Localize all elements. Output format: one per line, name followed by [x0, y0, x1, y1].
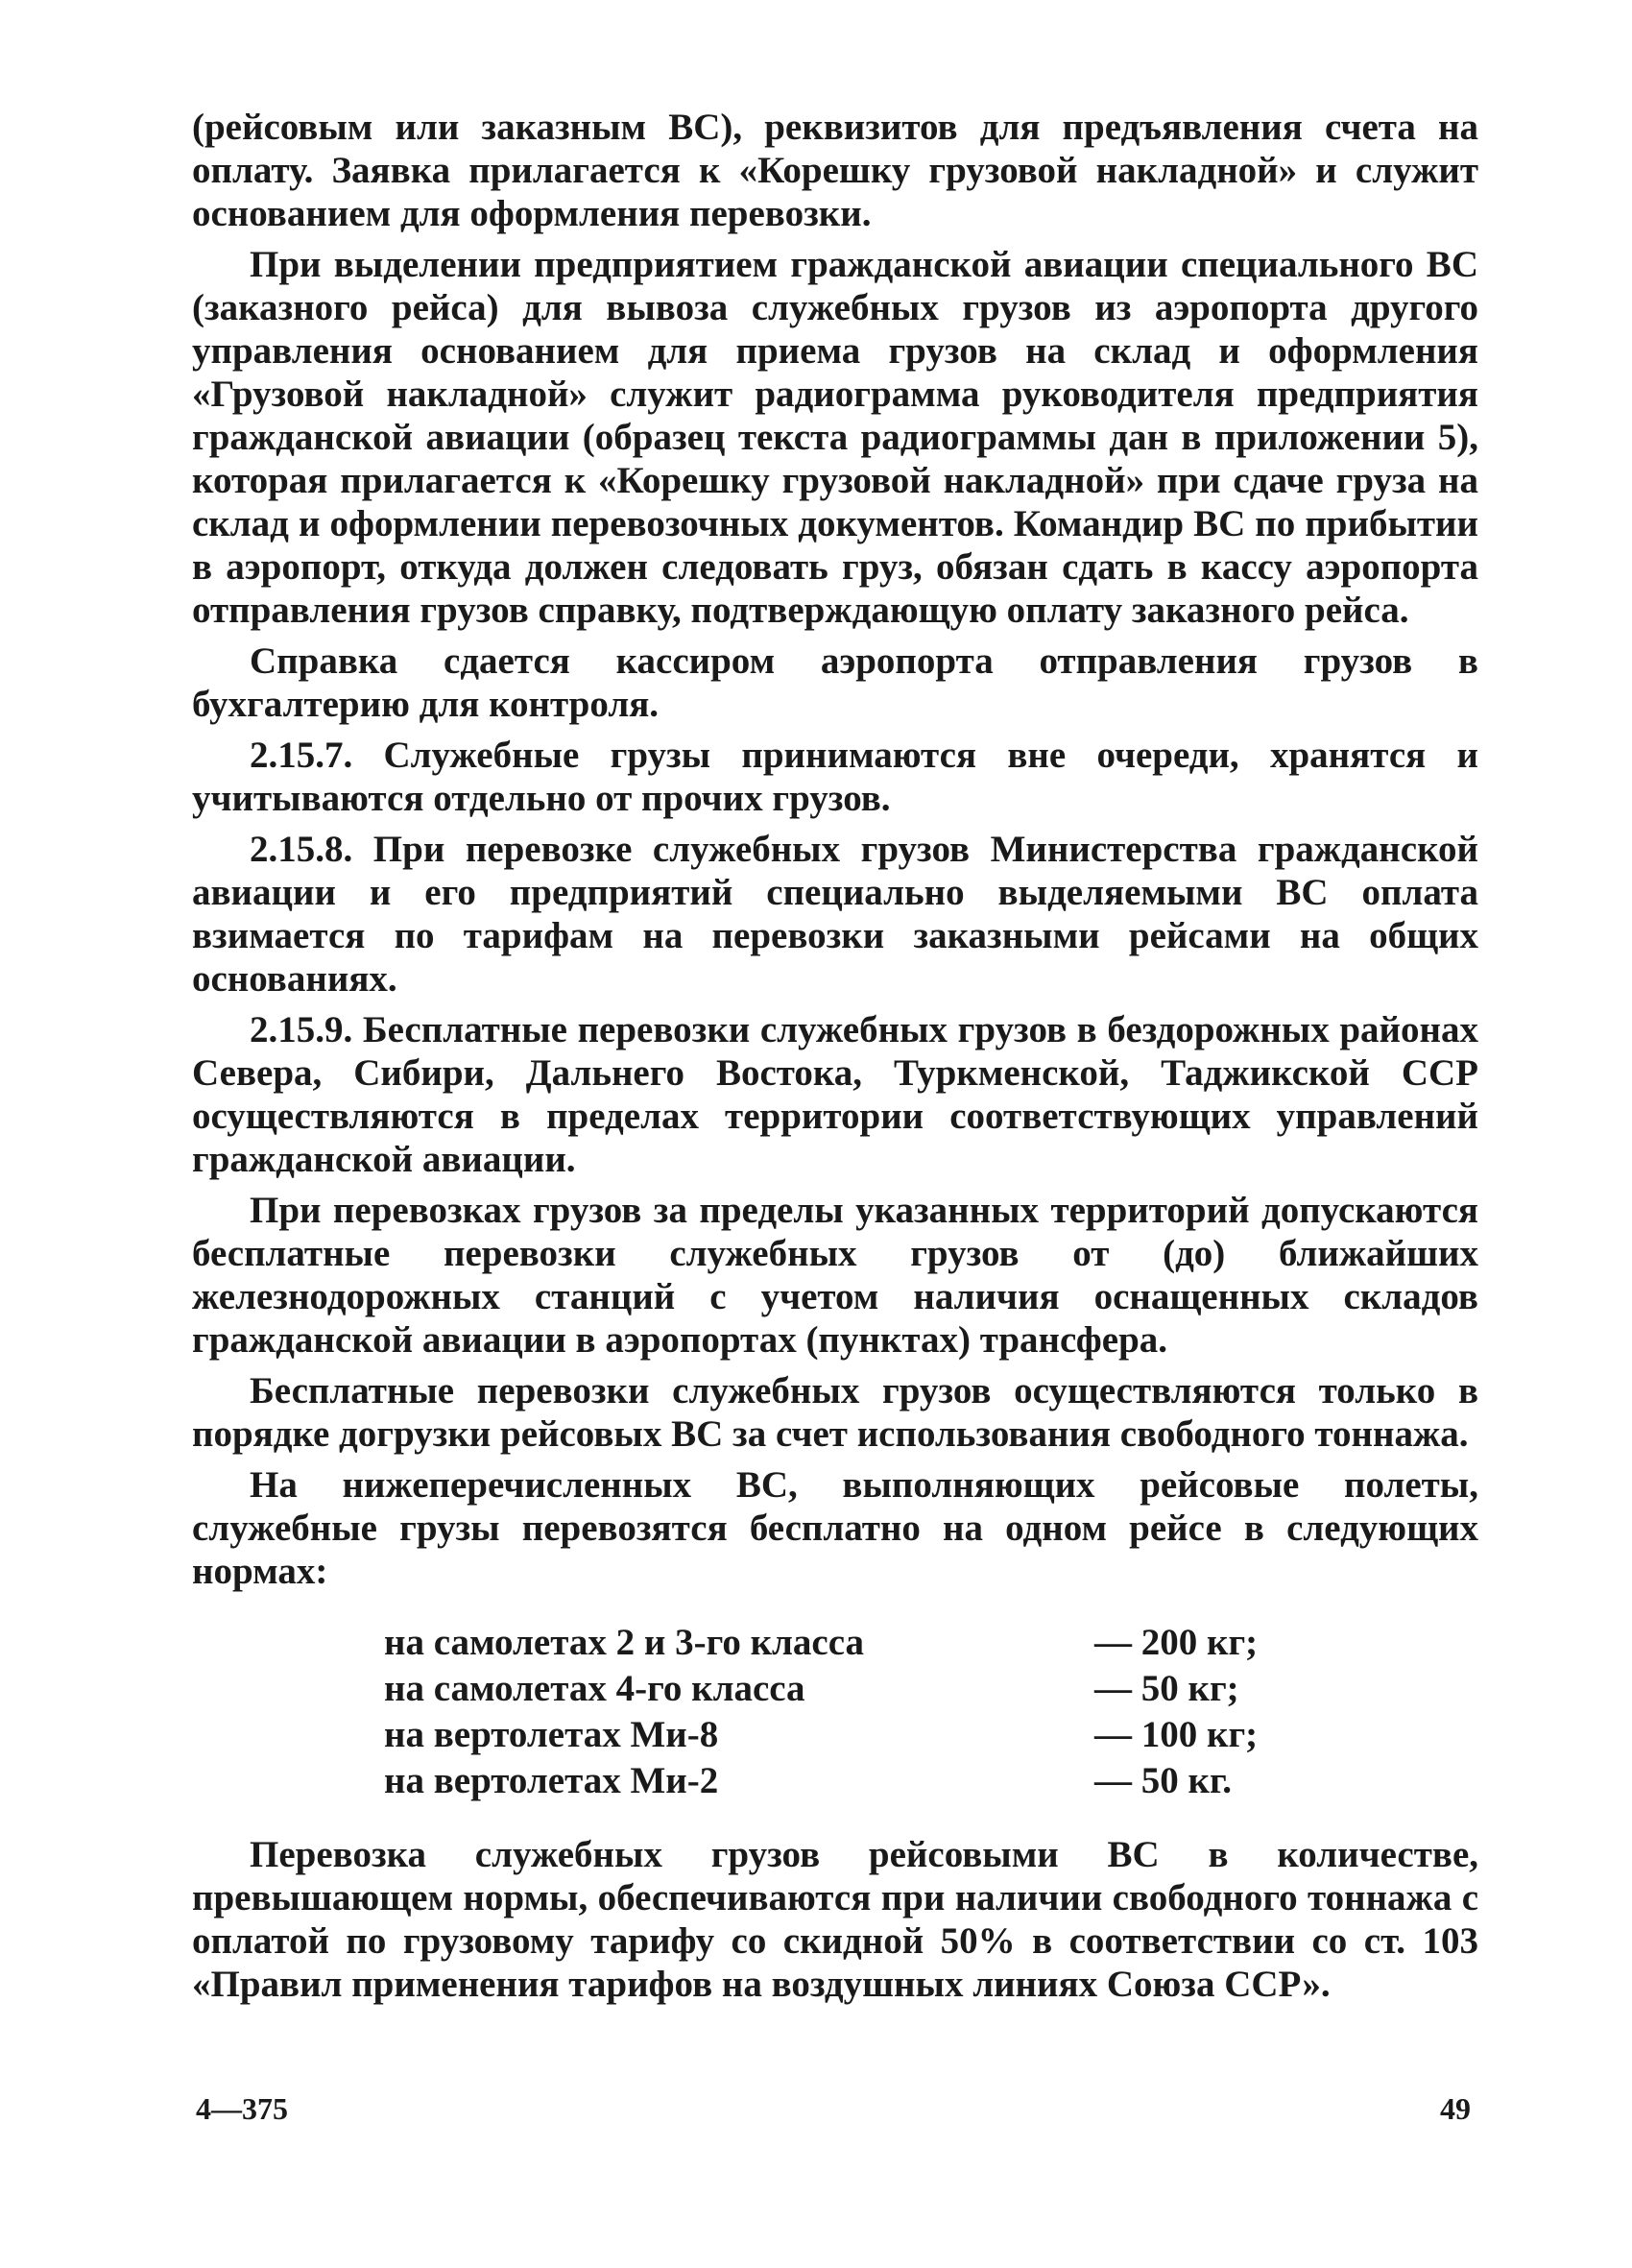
closing-paragraph: Перевозка служебных грузов рейсовыми ВС в количестве, превышающем нормы, обеспечиваются при наличии свободного тоннажа с оплатой по грузовому тарифу со скидной 50% в соответствии со ст. 103 «Правил применения тарифов на воздушных линиях Союза ССР». — [192, 1834, 1478, 2005]
norm-value: — 200 кг; — [1094, 1622, 1259, 1663]
norm-label: на самолетах 2 и 3-го класса — [384, 1622, 865, 1663]
norm-value: — 100 кг; — [1094, 1714, 1259, 1755]
norm-value: — 50 кг; — [1094, 1668, 1239, 1709]
paragraph-5: 2.15.8. При перевозке служебных грузов Министерства гражданской авиации и его предприятий специально выделяемыми ВС оплата взимается по тарифам на перевозки заказными рейсами на общих основаниях. — [192, 829, 1478, 1000]
paragraph-9: На нижеперечисленных ВС, выполняющих рейсовые полеты, служебные грузы перевозятся бесплатно на одном рейсе в следующих нормах: — [192, 1464, 1478, 1592]
norm-label: на вертолетах Ми-8 — [384, 1714, 719, 1755]
norm-row — [384, 1620, 1344, 1666]
paragraph-8: Бесплатные перевозки служебных грузов осуществляются только в порядке догрузки рейсовых ВС за счет использования свободного тоннажа. — [192, 1370, 1478, 1455]
paragraph-1: (рейсовым или заказным ВС), реквизитов для предъявления счета на оплату. Заявка прилагается к «Корешку грузовой накладной» и служит основанием для оформления перевозки. — [192, 107, 1478, 234]
document-page — [192, 106, 1478, 2014]
paragraph-7: При перевозках грузов за пределы указанных территорий допускаются бесплатные перевозки служебных грузов от (до) ближайших железнодорожных станций с учетом наличия оснащенных складов гражданской авиации в аэропортах (пунктах) трансфера. — [192, 1190, 1478, 1361]
page-number: 49 — [1440, 2091, 1471, 2126]
paragraph-4: 2.15.7. Служебные грузы принимаются вне очереди, хранятся и учитываются отдельно от прочих грузов. — [192, 735, 1478, 819]
norm-row — [384, 1666, 1344, 1712]
paragraph-2: При выделении предприятием гражданской авиации специального ВС (заказного рейса) для вывоза служебных грузов из аэропорта другого управления основанием для приема грузов на склад и оформления «Грузовой накладной» служит радиограмма руководителя предприятия гражданской авиации (образец текста радиограммы дан в приложении 5), которая прилагается к «Корешку грузовой накладной» при сдаче груза на склад и оформлении перевозочных документов. Командир ВС по прибытии в аэропорт, откуда должен следовать груз, обязан сдать в кассу аэропорта отправления грузов справку, подтверждающую оплату заказного рейса. — [192, 244, 1478, 631]
footer-code: 4—375 — [196, 2091, 288, 2126]
norm-label: на самолетах 4-го класса — [384, 1668, 805, 1709]
paragraph-3: Справка сдается кассиром аэропорта отправления грузов в бухгалтерию для контроля. — [192, 640, 1478, 725]
norms-list — [384, 1620, 1344, 1804]
paragraph-6: 2.15.9. Бесплатные перевозки служебных грузов в бездорожных районах Севера, Сибири, Дальнего Востока, Туркменской, Таджикской ССР осуществляются в пределах территории соответствующих управлений гражданской авиации. — [192, 1009, 1478, 1180]
norm-value: — 50 кг. — [1094, 1760, 1233, 1801]
norm-row — [384, 1712, 1344, 1758]
norm-row — [384, 1758, 1344, 1804]
norm-label: на вертолетах Ми-2 — [384, 1760, 719, 1801]
